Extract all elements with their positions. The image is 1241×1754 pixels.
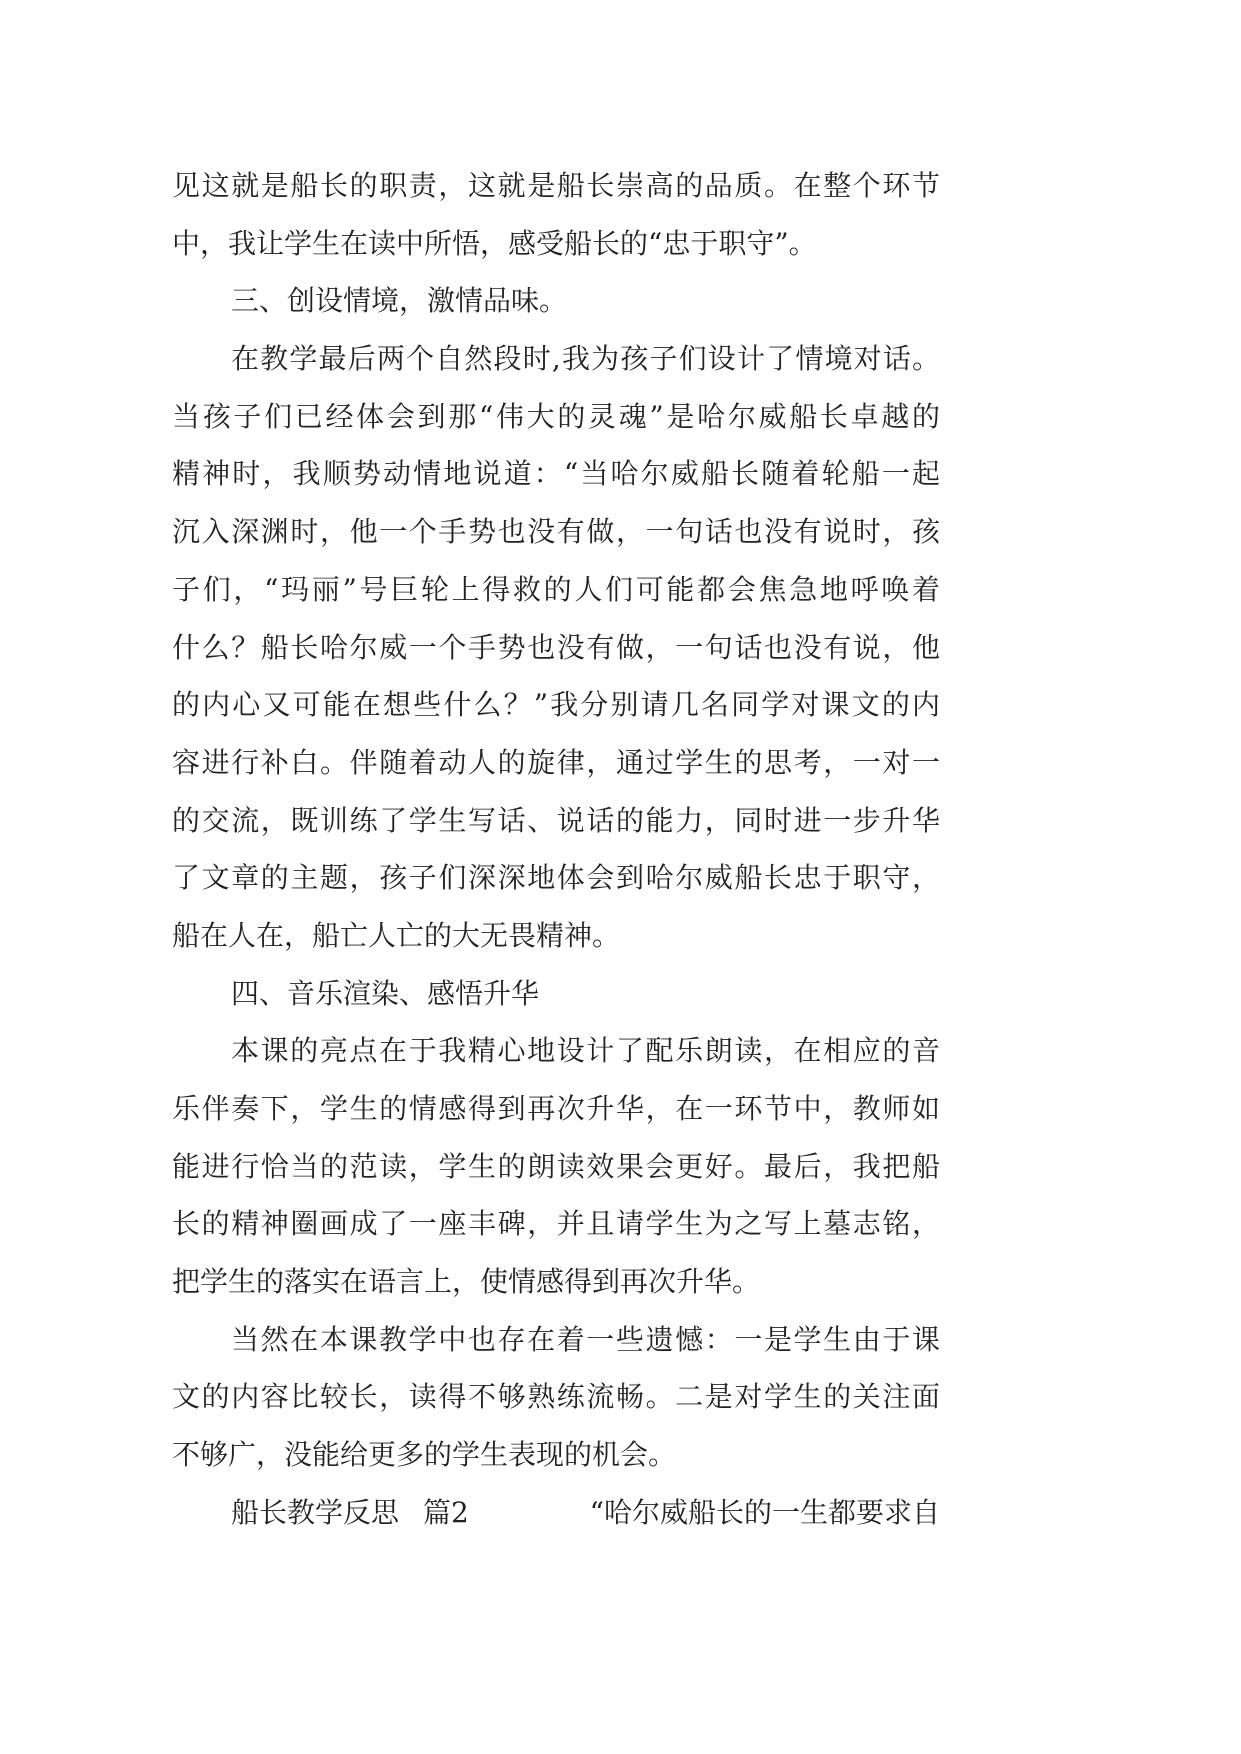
paragraph-line: 船在人在，船亡人亡的大无畏精神。	[172, 918, 621, 952]
paragraph-line: 在教学最后两个自然段时,我为孩子们设计了情境对话。	[231, 342, 940, 376]
paragraph	[172, 1022, 940, 1310]
next-section	[172, 1484, 940, 1542]
section-heading	[172, 272, 940, 330]
next-section-text: “哈尔威船长的一生都要求自	[589, 1495, 940, 1529]
paragraph-line: 的交流，既训练了学生写话、说话的能力，同时进一步升华	[172, 803, 940, 837]
paragraph	[172, 330, 940, 965]
paragraph-line: 乐伴奏下，学生的情感得到再次升华，在一环节中，教师如	[172, 1092, 940, 1125]
section-heading-text: 四、音乐渲染、感悟升华	[231, 976, 540, 1010]
paragraph-line: 不够广，没能给更多的学生表现的机会。	[172, 1438, 677, 1472]
paragraph-line: 了文章的主题，孩子们深深地体会到哈尔威船长忠于职守，	[172, 861, 940, 895]
paragraph-line: 沉入深渊时，他一个手势也没有做，一句话也没有说时，孩	[172, 515, 940, 549]
paragraph-line: 精神时，我顺势动情地说道：“当哈尔威船长随着轮船一起	[172, 457, 940, 491]
paragraph-line: 容进行补白。伴随着动人的旋律，通过学生的思考，一对一	[172, 745, 940, 779]
paragraph-line: 什么？船长哈尔威一个手势也没有做，一句话也没有说，他	[172, 630, 940, 664]
paragraph-line: 中，我让学生在读中所悟，感受船长的“忠于职守”。	[172, 226, 817, 260]
paragraph-line: 长的精神圈画成了一座丰碑，并且请学生为之写上墓志铭，	[172, 1207, 940, 1241]
paragraph-line: 把学生的落实在语言上，使情感得到再次升华。	[172, 1265, 761, 1299]
next-section-number: 篇2	[423, 1495, 469, 1529]
next-section-line	[172, 1484, 940, 1542]
paragraph-line: 当然在本课教学中也存在着一些遗憾：一是学生由于课	[231, 1322, 940, 1356]
paragraph-line: 子们，“玛丽”号巨轮上得救的人们可能都会焦急地呼唤着	[172, 572, 940, 606]
next-section-title: 船长教学反思	[231, 1495, 400, 1529]
paragraph-line: 见这就是船长的职责，这就是船长崇高的品质。在整个环节	[172, 169, 940, 202]
paragraph	[172, 157, 940, 272]
paragraph	[172, 1311, 940, 1484]
section-heading	[172, 965, 940, 1023]
document-body	[172, 157, 940, 1542]
paragraph-line: 当孩子们已经体会到那“伟大的灵魂”是哈尔威船长卓越的	[172, 399, 940, 433]
paragraph-line: 本课的亮点在于我精心地设计了配乐朗读，在相应的音	[231, 1034, 940, 1068]
paragraph-line: 能进行恰当的范读，学生的朗读效果会更好。最后，我把船	[172, 1149, 940, 1183]
section-heading-text: 三、创设情境，激情品味。	[231, 284, 568, 318]
paragraph-line: 的内心又可能在想些什么？”我分别请几名同学对课文的内	[172, 688, 940, 722]
paragraph-line: 文的内容比较长，读得不够熟练流畅。二是对学生的关注面	[172, 1380, 940, 1414]
